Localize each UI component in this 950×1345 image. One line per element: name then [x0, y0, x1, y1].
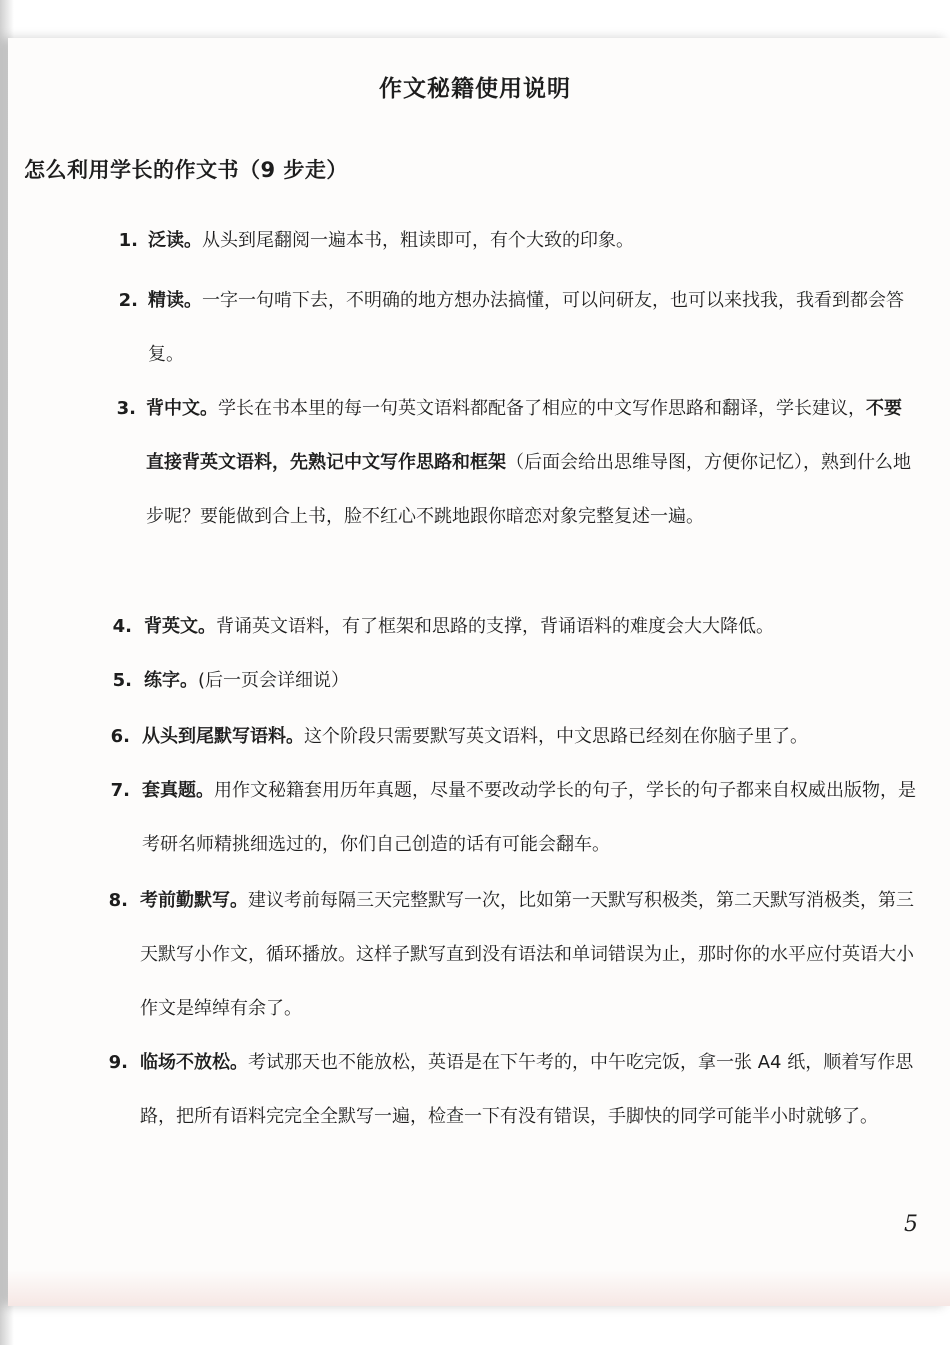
- step-body: [148, 214, 918, 268]
- page-number: 5: [904, 1212, 918, 1237]
- step-text: 考试那天也不能放松，英语是在下午考的，中午吃完饭，拿一张 A4 纸，顺着写作思路，把所有语料完完全全默写一遍，检查一下有没有错误，手脚快的同学可能半小时就够了。: [140, 1052, 914, 1127]
- step-number: 2.: [118, 290, 138, 311]
- step-body: [140, 1036, 918, 1144]
- page-bottom-edge: [8, 1270, 950, 1306]
- step-title: 精读。: [148, 290, 202, 311]
- step-title: 考前勤默写。: [140, 890, 248, 911]
- step-text: 一字一句啃下去，不明确的地方想办法搞懂，可以问研友，也可以来找我，我看到都会答复。: [148, 290, 904, 365]
- section-heading: 怎么利用学长的作文书（9 步走）: [24, 158, 348, 182]
- step-title: 泛读。: [148, 230, 202, 251]
- step-number: 9.: [108, 1052, 128, 1073]
- step-number: 5.: [112, 670, 132, 691]
- step-text: (后一页会详细说）: [198, 670, 350, 691]
- step-body: [140, 874, 916, 1036]
- step-body: [144, 600, 914, 654]
- step-text: 这个阶段只需要默写英文语料，中文思路已经刻在你脑子里了。: [304, 726, 808, 747]
- step-text: 建议考前每隔三天完整默写一次，比如第一天默写积极类，第二天默写消极类，第三天默写小作文，循环播放。这样子默写直到没有语法和单词错误为止，那时你的水平应付英语大小作文是绰绰有余了。: [140, 890, 914, 1019]
- step-number: 4.: [112, 616, 132, 637]
- step-number: 6.: [110, 726, 130, 747]
- step-title: 临场不放松。: [140, 1052, 248, 1073]
- step-body: [148, 274, 913, 382]
- step-number: 3.: [116, 398, 136, 419]
- step-title: 练字。: [144, 670, 198, 691]
- step-body: [142, 764, 917, 872]
- step-emphasis: 不要直接背英文语料，先熟记中文写作思路和框架: [146, 398, 902, 473]
- step-number: 8.: [108, 890, 128, 911]
- step-text: 从头到尾翻阅一遍本书，粗读即可，有个大致的印象。: [202, 230, 634, 251]
- step-text: （后面会给出思维导图，方便你记忆），熟到什么地步呢？要能做到合上书，脸不红心不跳地跟你暗恋对象完整复述一遍。: [146, 452, 911, 527]
- step-body: [146, 382, 914, 544]
- step-title: 背中文。: [146, 398, 218, 419]
- page-title: 作文秘籍使用说明: [379, 76, 571, 102]
- step-text: 用作文秘籍套用历年真题，尽量不要改动学长的句子，学长的句子都来自权威出版物，是考研名师精挑细选过的，你们自己创造的话有可能会翻车。: [142, 780, 916, 855]
- step-body: [142, 710, 922, 764]
- step-title: 套真题。: [142, 780, 214, 801]
- step-title: 从头到尾默写语料。: [142, 726, 304, 747]
- step-number: 1.: [118, 230, 138, 251]
- step-text: 学长在书本里的每一句英文语料都配备了相应的中文写作思路和翻译，学长建议，: [218, 398, 866, 419]
- step-title: 背英文。: [144, 616, 216, 637]
- step-number: 7.: [110, 780, 130, 801]
- step-body: [144, 654, 914, 708]
- step-text: 背诵英文语料，有了框架和思路的支撑，背诵语料的难度会大大降低。: [216, 616, 774, 637]
